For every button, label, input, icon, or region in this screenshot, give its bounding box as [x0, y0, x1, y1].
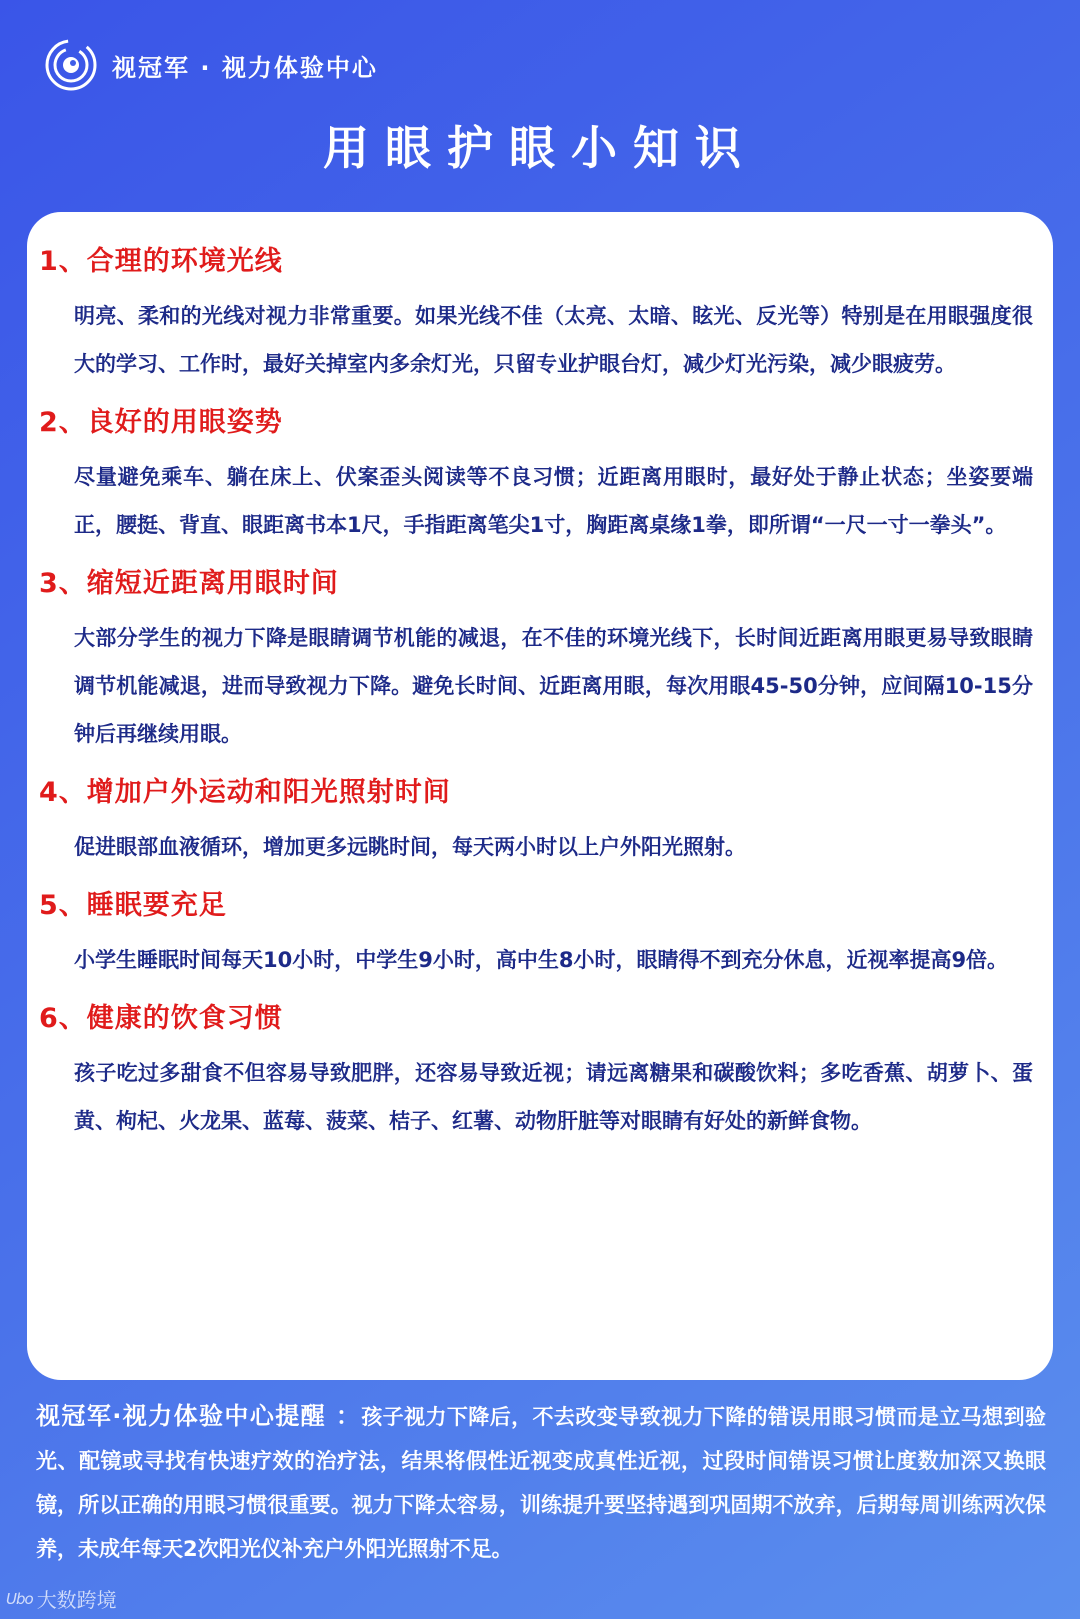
watermark-text: 大数跨境: [36, 1588, 117, 1612]
section-title: 3、缩短近距离用眼时间: [39, 568, 339, 599]
section-body: 大部分学生的视力下降是眼睛调节机能的减退，在不佳的环境光线下，长时间近距离用眼更易导致眼睛调节机能减退，进而导致视力下降。避免长时间、近距离用眼，每次用眼45-50分钟，应间隔10-15分钟后再继续用眼。: [74, 626, 1033, 746]
section-diet: [39, 999, 1033, 1145]
section-title: 6、健康的饮食习惯: [39, 1003, 283, 1034]
section-body: 孩子吃过多甜食不但容易导致肥胖，还容易导致近视；请远离糖果和碳酸饮料；多吃香蕉、胡萝卜、蛋黄、枸杞、火龙果、蓝莓、菠菜、桔子、红薯、动物肝脏等对眼睛有好处的新鲜食物。: [74, 1061, 1033, 1133]
section-body: 小学生睡眠时间每天10小时，中学生9小时，高中生8小时，眼睛得不到充分休息，近视率提高9倍。: [74, 948, 1009, 972]
brand-name: 视冠军 · 视力体验中心: [112, 53, 378, 82]
section-title: 4、增加户外运动和阳光照射时间: [39, 777, 451, 808]
section-title: 5、睡眠要充足: [39, 890, 227, 921]
section-near-work: [39, 564, 1033, 758]
section-outdoor: [39, 773, 1033, 871]
page-title: 用眼护眼小知识: [323, 121, 757, 175]
watermark: [6, 1584, 117, 1613]
section-sleep: [39, 886, 1033, 984]
knowledge-card: [27, 212, 1053, 1380]
reminder-label: 视冠军·视力体验中心提醒 ：: [36, 1402, 362, 1430]
watermark-logo: Ubo: [6, 1589, 33, 1608]
brand-header: [44, 38, 378, 92]
section-body: 明亮、柔和的光线对视力非常重要。如果光线不佳（太亮、太暗、眩光、反光等）特别是在用眼强度很大的学习、工作时，最好关掉室内多余灯光，只留专业护眼台灯，减少灯光污染，减少眼疲劳。: [74, 304, 1033, 376]
reminder-text: 孩子视力下降后，不去改变导致视力下降的错误用眼习惯而是立马想到验光、配镜或寻找有快速疗效的治疗法，结果将假性近视变成真性近视，过段时间错误习惯让度数加深又换眼镜，所以正确的用眼习惯很重要。视力下降太容易，训练提升要坚持遇到巩固期不放弃，后期每周训练两次保养，未成年每天2次阳光仪补充户外阳光照射不足。: [36, 1405, 1046, 1561]
section-lighting: [39, 242, 1033, 388]
section-title: 2、良好的用眼姿势: [39, 407, 283, 438]
section-posture: [39, 403, 1033, 549]
eye-logo-icon: [44, 38, 98, 92]
reminder-note: [36, 1394, 1046, 1571]
section-body: 促进眼部血液循环，增加更多远眺时间，每天两小时以上户外阳光照射。: [74, 835, 746, 859]
section-body: 尽量避免乘车、躺在床上、伏案歪头阅读等不良习惯；近距离用眼时，最好处于静止状态；坐姿要端正，腰挺、背直、眼距离书本1尺，手指距离笔尖1寸，胸距离桌缘1拳，即所谓“一尺一寸一拳头”。: [74, 465, 1033, 537]
section-title: 1、合理的环境光线: [39, 246, 283, 277]
